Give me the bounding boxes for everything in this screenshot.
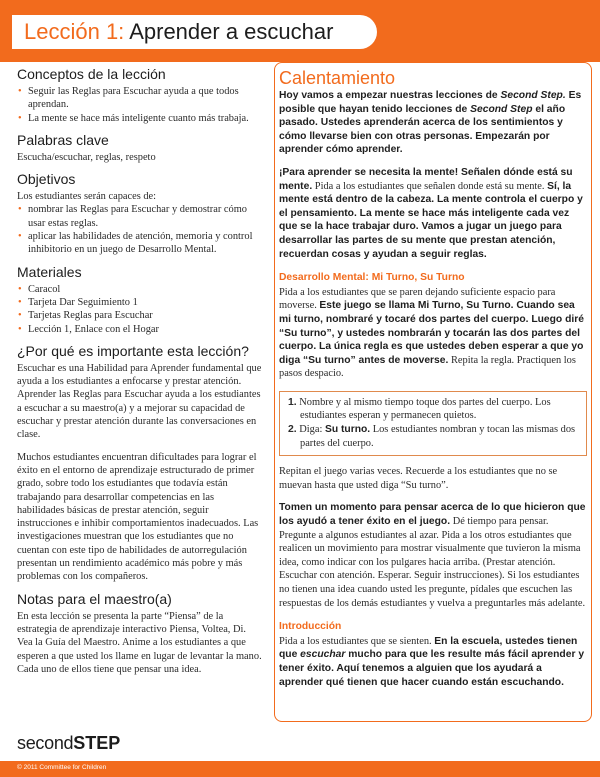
notas-heading: Notas para el maestro(a): [17, 590, 172, 607]
warmup-content: [279, 67, 587, 689]
copyright: © 2011 Committee for Children: [17, 764, 107, 771]
porque-paragraph-2: Muchos estudiantes encuentran dificultades para lograr el éxito en el entorno de aprendizaje estructurado de primer grado, sobre todo los estudiantes que todavía están trabajando para desarrollar competencias en las habilidades básicas de prestar atención, seguir instrucciones e inhibir comportamientos inadecuados. Las investigaciones muestran que los estudiantes que no cuentan con este tipo de habilidades de autorregulación presentan un rendimiento académico más pobre y más problemas con los compañeros.: [17, 451, 259, 583]
bullet-icon: •: [18, 112, 22, 124]
notas-text: En esta lección se presenta la parte “Piensa” de la estrategia de aprendizaje interactivo Piensa, Voltea, Di. Vea la Guía del Maestro. Anime a los estudiantes a que esperen a que usted los llame en lugar de levantar la mano. Cada uno de ellos tiene que pensar una idea.: [17, 610, 262, 675]
introduccion-heading: Introducción: [279, 621, 342, 633]
spacer: [17, 442, 262, 451]
second-step-logo: secondSTEP: [17, 733, 121, 753]
palabras-heading: Palabras clave: [17, 131, 109, 148]
spacer: [279, 456, 587, 465]
porque-heading: ¿Por qué es importante esta lección?: [17, 342, 249, 359]
lesson-title: Aprender a escuchar: [129, 19, 334, 44]
spacer: [279, 492, 587, 501]
conceptos-list: [17, 85, 262, 125]
list-item: • Tarjeta Dar Seguimiento 1: [18, 296, 138, 308]
bullet-icon: •: [18, 296, 22, 308]
warmup-panel: [274, 62, 592, 722]
step-1: 1. Nombre y al mismo tiempo toque dos partes del cuerpo. Los estudiantes esperan y permanecen quietos.: [288, 396, 551, 422]
lesson-number: Lección 1:: [24, 19, 125, 44]
materiales-list: [17, 283, 262, 336]
reflection-text: Tomen un momento para pensar acerca de lo que hicieron que los ayudó a tener éxito en el juego. Dé tiempo para pensar. Pregunte a algunos estudiantes al azar. Pida a los otros estudiantes que realicen un movimiento para mostrar visualmente que tuvieron la misma idea, como indicar con los pulgares hacia arriba. (Prestar atención. Escuchar con atención. Esperar. Seguir instrucciones). Si los estudiantes no tienen una idea cuando usted les pregunte, pídales que escuchen las respuestas de los demás estudiantes y vuelva a preguntarles más adelante.: [279, 502, 586, 609]
list-item: • Seguir las Reglas para Escuchar ayuda a que todos aprendan.: [18, 86, 239, 111]
warmup-paragraph-2: ¡Para aprender se necesita la mente! Señalen dónde está su mente. Pida a los estudiantes que señalen donde está su mente. Sí, la mente está dentro de la cabeza. La mente controla el cuerpo y el pensamiento. La mente se hace más inteligente cada vez que se la hace trabajar duro. Vamos a jugar un juego para desarrollar las partes de su mente que prestan atención, recuerdan cosas y ayudan a seguir reglas.: [279, 166, 583, 260]
objetivos-intro: Los estudiantes serán capaces de:: [17, 191, 157, 203]
page-title: [24, 17, 333, 47]
bullet-icon: •: [18, 323, 22, 335]
list-item: • La mente se hace más inteligente cuanto más trabaja.: [18, 112, 249, 124]
list-item: • aplicar las habilidades de atención, memoria y control inhibitorio en un juego de Desarrollo Mental.: [18, 231, 253, 256]
bullet-icon: •: [18, 310, 22, 322]
list-item: • nombrar las Reglas para Escuchar y demostrar cómo usar estas reglas.: [18, 204, 247, 229]
list-item: • Lección 1, Enlace con el Hogar: [18, 323, 159, 335]
steps-box: [279, 391, 587, 456]
objetivos-list: [17, 203, 262, 256]
warmup-heading: Calentamiento: [279, 68, 396, 88]
bullet-icon: •: [18, 231, 22, 243]
repeat-text: Repitan el juego varias veces. Recuerde a los estudiantes que no se muevan hasta que usted diga “Su turno”.: [279, 466, 558, 491]
left-column: [17, 66, 262, 676]
warmup-intro: Hoy vamos a empezar nuestras lecciones de Second Step. Es posible que hayan tenido lecciones de Second Step el año pasado. Ustedes aprenderán acerca de los sentimientos y cómo llevarse bien con otras personas. Empezarán por aprender cómo aprender.: [279, 90, 582, 156]
list-item: • Caracol: [18, 283, 61, 295]
bullet-icon: •: [18, 283, 22, 295]
step-2: 2. Diga: Su turno. Los estudiantes nombran y tocan las mismas dos partes del cuerpo.: [288, 424, 576, 449]
desarrollo-mental-heading: Desarrollo Mental: Mi Turno, Su Turno: [279, 272, 465, 284]
porque-paragraph-1: Escuchar es una Habilidad para Aprender fundamental que ayuda a los estudiantes a enfocarse y prestar atención. Aprender las Reglas para Escuchar ayuda a los estudiantes a escuchar a su maestro(a) y a mejorar su capacidad de escuchar y prestar atención durante las conversaciones en clase.: [17, 362, 262, 441]
materiales-heading: Materiales: [17, 263, 82, 280]
objetivos-heading: Objetivos: [17, 171, 76, 188]
bullet-icon: •: [18, 204, 22, 216]
introduccion-text: Pida a los estudiantes que se sienten. En la escuela, ustedes tienen que escuchar mucho para que les resulte más fácil aprender y tener éxito. Aquí tenemos a alguien que los ayudará a aprender qué tienen que hacer cuando están escuchando.: [279, 635, 585, 688]
conceptos-heading: Conceptos de la lección: [17, 66, 166, 82]
bullet-icon: •: [18, 86, 22, 97]
spacer: [279, 157, 587, 166]
palabras-text: Escucha/escuchar, reglas, respeto: [17, 151, 156, 163]
desarrollo-mental-text: Pida a los estudiantes que se paren dejando suficiente espacio para moverse. Este juego se llama Mi Turno, Su Turno. Cuando sea mi turno, nombraré y tocaré dos partes del cuerpo. Luego diré “Su turno”, y ustedes nombrarán y tocarán las dos partes del cuerpo. La única regla es que ustedes deben esperar a que yo diga “Su turno” antes de moverse. Repita la regla. Practiquen los pasos despacio.: [279, 286, 584, 380]
list-item: • Tarjetas Reglas para Escuchar: [18, 310, 153, 322]
